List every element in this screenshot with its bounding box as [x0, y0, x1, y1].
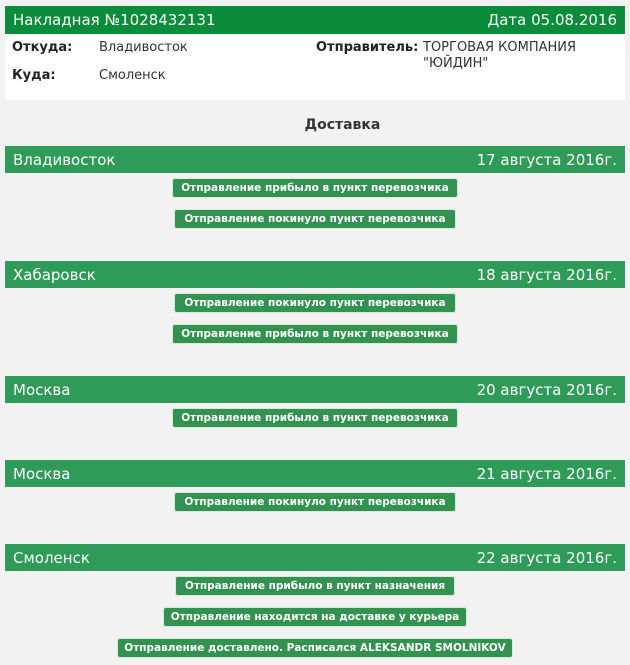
- stage-city: Москва: [13, 380, 71, 399]
- from-label: Откуда:: [12, 40, 73, 55]
- stage-date: 21 августа 2016г.: [476, 464, 617, 483]
- sender-value: ТОРГОВАЯ КОМПАНИЯ "ЮЙДИН": [423, 40, 577, 71]
- waybill-header: [5, 6, 625, 34]
- sender-label: Отправитель:: [316, 40, 419, 55]
- stage-bar: [5, 376, 625, 403]
- section-title-delivery: Доставка: [304, 117, 381, 133]
- stage-date: 17 августа 2016г.: [476, 150, 617, 169]
- waybill-date: Дата 05.08.2016: [487, 11, 617, 29]
- event-badge: Отправление покинуло пункт перевозчика: [174, 293, 456, 313]
- shipment-info: [5, 34, 625, 100]
- stage-bar: [5, 460, 625, 487]
- waybill-number: Накладная №1028432131: [13, 11, 216, 29]
- stage-date: 18 августа 2016г.: [476, 265, 617, 284]
- to-value: Смоленск: [99, 68, 166, 83]
- event-badge: Отправление прибыло в пункт назначения: [175, 576, 455, 596]
- from-value: Владивосток: [99, 40, 188, 55]
- stage-city: Москва: [13, 464, 71, 483]
- event-badge: Отправление находится на доставке у курьера: [163, 607, 467, 627]
- stage-date: 20 августа 2016г.: [476, 380, 617, 399]
- event-badge: Отправление покинуло пункт перевозчика: [174, 209, 456, 229]
- event-badge: Отправление доставлено. Расписался ALEKSANDR SMOLNIKOV: [117, 638, 513, 658]
- event-badge: Отправление прибыло в пункт перевозчика: [172, 324, 458, 344]
- event-badge: Отправление прибыло в пункт перевозчика: [172, 408, 458, 428]
- stage-city: Смоленск: [13, 548, 90, 567]
- stage-city: Хабаровск: [13, 265, 96, 284]
- stage-city: Владивосток: [13, 150, 116, 169]
- stage-bar: [5, 261, 625, 288]
- event-badge: Отправление покинуло пункт перевозчика: [174, 492, 456, 512]
- stage-bar: [5, 146, 625, 173]
- to-label: Куда:: [12, 68, 56, 83]
- event-badge: Отправление прибыло в пункт перевозчика: [172, 178, 458, 198]
- stage-date: 22 августа 2016г.: [476, 548, 617, 567]
- stage-bar: [5, 544, 625, 571]
